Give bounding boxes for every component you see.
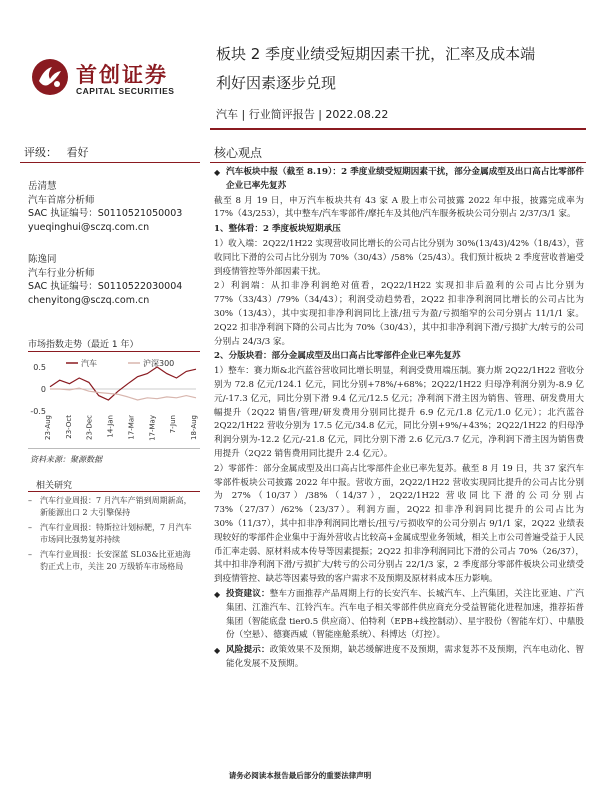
related-list — [28, 495, 198, 576]
chart-bottom-divider — [28, 448, 200, 449]
body-text: 截至 8 月 19 日，申万汽车板块共有 43 家 A 股上市公司披露 2022 年中报，披露完成率为 17%（43/253），其中整车/汽车零部件/摩托车及其他/汽车服务板块公司分别占 2/37/3/1 家。 — [214, 195, 584, 220]
analyst-card — [28, 180, 182, 234]
body-text: 1）收入端：2Q22/1H22 实现营收同比增长的公司占比分别为 30%(13/43)/42%（18/43），营收同比下滑的公司占比分别为 70%（30/43）/58%（25/43）。我们预计板块 2 季度营收普遍受到疫情管控等外部因素干扰。 — [214, 238, 584, 277]
x-tick-label: 17-May — [148, 415, 157, 441]
analyst-cert: SAC 执证编号：S0110521050003 — [28, 208, 183, 219]
rating — [24, 144, 89, 160]
body-heading: 风险提示： — [226, 645, 270, 656]
body-paragraph — [214, 350, 584, 364]
brand-name-cn: 首创证券 — [76, 63, 168, 87]
chart-title: 市场指数走势（最近 1 年） — [28, 340, 139, 350]
body-text: 2）利润端：从扣非净利润绝对值看，2Q22/1H22 实现扣非后盈利的公司占比分别为 77%（33/43）/79%（34/43）；利润受动趋势看，2Q22 扣非净利润同比增长的公司占比为 30%（13/43），其中实现扣非净利润同比上涨/扭亏为盈/亏损缩窄的公司分别占 11/1/1 家。2Q22 扣非净利润下降的公司占比为 70%（30/43），其中扣非净利润下滑/亏损扩大/转亏的公司分别占 24/3/3 家。 — [214, 281, 584, 347]
body-paragraph — [214, 195, 584, 223]
legend-label: 沪深300 — [143, 359, 175, 368]
x-tick-label: 17-Mar — [127, 415, 136, 440]
analyst-cert: SAC 执证编号：S0110522030004 — [28, 281, 183, 292]
title-divider — [210, 128, 586, 130]
related-item[interactable]: – 汽车行业周报：7 月汽车产销到周期新高，新能源出口 2 大引擎保持 — [28, 495, 198, 519]
x-tick-label: 7-Jun — [169, 415, 178, 434]
report-title-line2: 利好因素逐步兑现 — [216, 74, 337, 92]
x-tick-label: 23-Dec — [85, 415, 94, 440]
body-bullet — [214, 644, 584, 672]
core-body — [214, 166, 584, 673]
body-paragraph — [214, 463, 584, 587]
series-line-hs300 — [50, 388, 196, 400]
legend-label: 汽车 — [81, 359, 97, 368]
x-tick-label: 23-Aug — [44, 415, 52, 440]
body-paragraph — [214, 365, 584, 462]
body-bullet — [214, 588, 584, 643]
analyst-role: 汽车行业分析师 — [28, 267, 95, 279]
footer-disclaimer: 请务必阅读本报告最后部分的重要法律声明 — [228, 771, 372, 780]
meta-date: 2022.08.22 — [325, 108, 389, 121]
analyst-card — [28, 253, 182, 307]
brand-mark-icon — [30, 57, 70, 97]
report-title-line1: 板块 2 季度业绩受短期因素干扰，汇率及成本端 — [216, 45, 536, 63]
chart-svg — [26, 353, 202, 443]
report-title — [216, 40, 586, 98]
x-tick-label: 14-Jan — [106, 415, 115, 438]
body-text: 政策效果不及预期，缺芯缓解进度不及预期，需求复苏不及预期，汽车电动化、智能化发展不及预期。 — [226, 645, 584, 669]
core-title: 核心观点 — [214, 146, 263, 160]
meta-type: 行业简评报告 — [248, 108, 315, 121]
brand-name-en: CAPITAL SECURITIES — [76, 86, 175, 96]
body-heading: 汽车板块中报（截至 8.19）：2 季度业绩受短期因素干扰，部分金属成型及出口高占比零部件企业已率先复苏 — [226, 167, 584, 191]
body-heading: 2、分版块看：部分金属成型及出口高占比零部件企业已率先复苏 — [214, 351, 461, 362]
rating-divider — [20, 162, 200, 163]
body-paragraph — [214, 223, 584, 237]
body-heading: 投资建议： — [226, 588, 270, 599]
rating-label: 评级： — [24, 146, 57, 159]
brand-logo — [30, 55, 205, 105]
chart-title-divider — [28, 351, 200, 352]
x-tick-label: 18-Aug — [190, 415, 198, 440]
x-tick-label: 23-Oct — [64, 415, 73, 439]
analyst-name: 陈逸同 — [28, 254, 57, 265]
analyst-role: 汽车首席分析师 — [28, 194, 95, 206]
analyst-email[interactable]: chenyitong@sczq.com.cn — [28, 294, 150, 306]
report-meta — [216, 106, 388, 122]
body-paragraph — [214, 280, 584, 349]
related-title: 相关研究 — [36, 481, 73, 491]
body-paragraph — [214, 238, 584, 279]
chart-source: 资料来源：聚源数据 — [30, 455, 102, 464]
related-item[interactable]: – 汽车行业周报：长安深蓝 SL03&比亚迪海豹正式上市，关注 20 万级轿车市场格局 — [28, 549, 198, 573]
related-item[interactable]: – 汽车行业周报：特斯拉计划标靶，7 月汽车市场同比强势复苏持续 — [28, 522, 198, 546]
y-tick-label: -0.5 — [30, 407, 46, 416]
body-text: 整车方面推荐产品周期上行的长安汽车、长城汽车、上汽集团，关注比亚迪、广汽集团、江淮汽车、江铃汽车。汽车电子相关零部件供应商充分受益智能化进程加速，推荐拓普集团（智能底盘 tier0.5 供应商）、伯特利（EPB+线控制动）、星宇股份（智能车灯）、中鼎股份（空悬）、德赛西威（智能座舱系统）、科博达（灯控）。 — [226, 588, 584, 641]
body-text: 2）零部件：部分金属成型及出口高占比零部件企业已率先复苏。截至 8 月 19 日，共 37 家汽车零部件板块公司披露 2022 年中报。营收方面，2Q22/1H22 营收实现同比提升的公司占比分别为 27%（10/37）/38%（14/37），2Q22/1H22 营收同比下滑的公司分别占 73%（27/37）/62%（23/37）。利润方面，2Q22 扣非净利润同比提升的公司占比为 30%（11/37），其中扣非净利润同比增长/扭亏/亏损收窄的公司分别占 9/1/1 家，2Q22 业绩表现较好的零部件企业集中于海外营收占比较高+金属成型业务领域，相关上市公司普遍受益于人民币汇率走弱、原材料成本传导等因素提振；2Q22 扣非净利润同比下滑的公司占 70%（26/37），其中扣非净利润下滑/亏损扩大/转亏的公司分别占 22/1/3 家，2 季度部分零部件板块公司业绩受到疫情管控、缺芯等因素导致的客户需求不及预期及原材料成本压力影响。 — [214, 463, 584, 585]
body-bullet — [214, 166, 584, 194]
market-index-chart — [26, 353, 202, 443]
analyst-name: 岳清慧 — [28, 181, 57, 192]
y-tick-label: 0.5 — [33, 363, 46, 372]
body-heading: 1、整体看：2 季度板块短期承压 — [214, 224, 341, 235]
rating-value: 看好 — [66, 146, 89, 159]
meta-separator: | — [241, 108, 249, 121]
core-divider — [210, 162, 586, 163]
related-divider — [28, 491, 200, 492]
y-tick-label: 0 — [40, 385, 46, 394]
body-text: 1）整车：赛力斯&北汽蓝谷营收同比增长明显，利润受费用端压制。赛力斯 2Q22/1H22 营收分别为 72.8 亿元/124.1 亿元，同比分别+78%/+68%；2Q22/1H22 归母净利润分别为-8.9 亿元/-17.3 亿元，同比分别下滑 9.4 亿元/12.5 亿元；净利润下滑主因为销售、管理、研发费用大幅提升（2Q22 销售/管理/研发费用分别同比提升 6.9 亿元/1.8 亿元/1.0 亿元）；北汽蓝谷 2Q22/1H22 营收分别为 17.5 亿元/34.8 亿元，同比分别+9%/+43%；2Q22/1H22 的归母净利润分别为-12.2 亿元/-21.8 亿元，同比分别下滑 2.6 亿元/3.7 亿元，净利润下滑主因为销售费用提升（2Q22 销售费用同比提升 2.4 亿元）。 — [214, 366, 584, 459]
meta-separator: | — [318, 108, 326, 121]
analyst-email[interactable]: yueqinghui@sczq.com.cn — [28, 221, 150, 233]
meta-industry: 汽车 — [216, 108, 238, 121]
